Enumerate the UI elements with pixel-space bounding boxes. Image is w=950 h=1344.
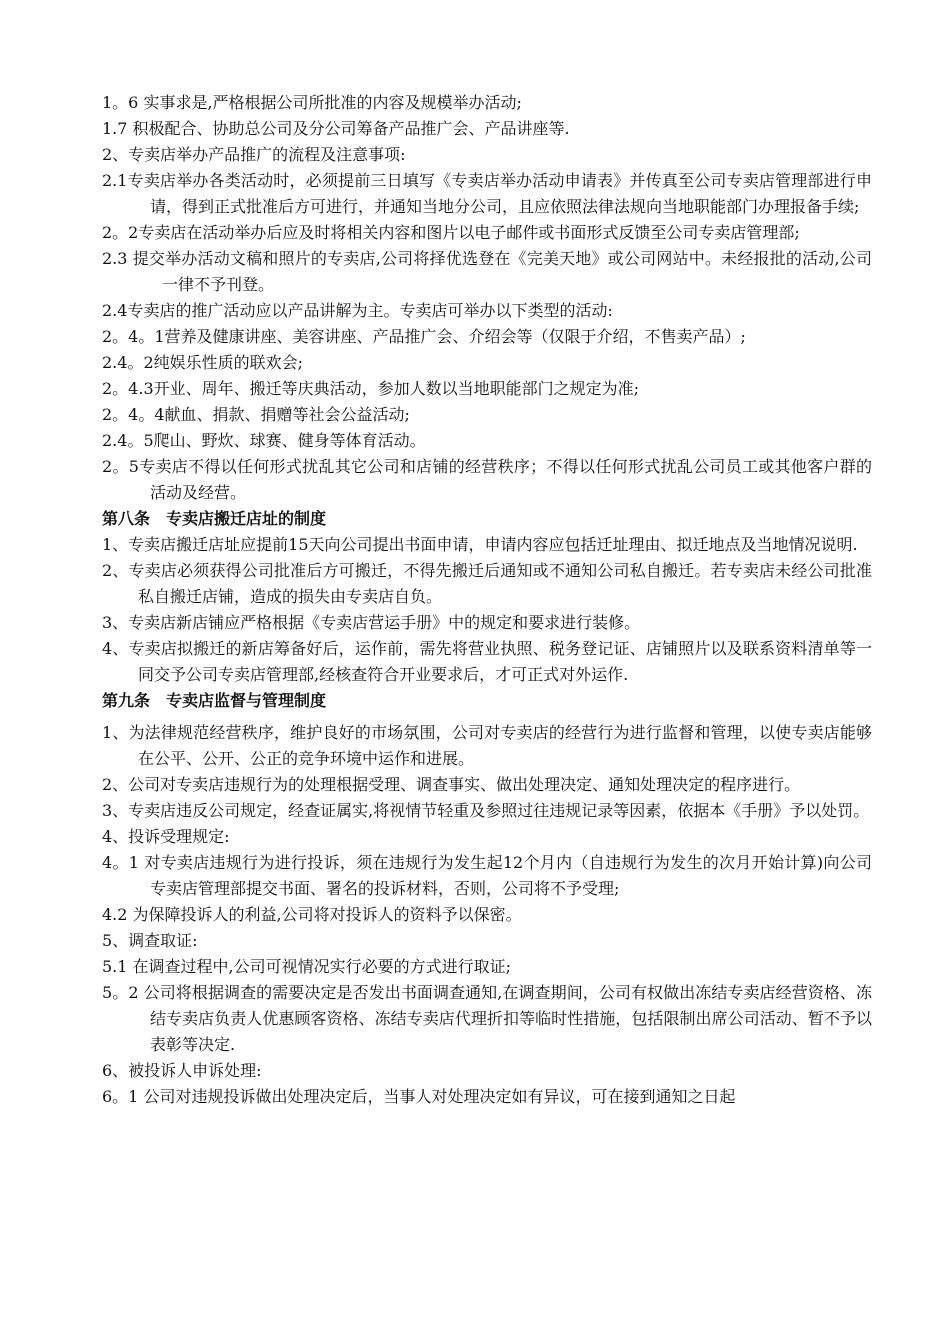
paragraph: 3、专卖店违反公司规定，经查证属实,将视情节轻重及参照过往违规记录等因素，依据本《手册》予以处罚。 [102,801,870,820]
paragraph: 2.3 提交举办活动文稿和照片的专卖店,公司将择优选登在《完美天地》或公司网站中。未经报批的活动,公司一律不予刊登。 [102,249,872,294]
paragraph: 1、专卖店搬迁店址应提前15天向公司提出书面申请，申请内容应包括迁址理由、拟迁地点及当地情况说明. [102,535,858,554]
paragraph: 2。5专卖店不得以任何形式扰乱其它公司和店铺的经营秩序；不得以任何形式扰乱公司员工或其他客户群的活动及经营。 [102,457,872,502]
paragraph: 4。1 对专卖店违规行为进行投诉，须在违规行为发生起12个月内（自违规行为发生的次月开始计算)向公司专卖店管理部提交书面、署名的投诉材料，否则，公司将不予受理; [102,853,872,898]
paragraph: 2、公司对专卖店违规行为的处理根据受理、调查事实、做出处理决定、通知处理决定的程序进行。 [102,775,801,794]
paragraph: 1、为法律规范经营秩序，维护良好的市场氛围，公司对专卖店的经营行为进行监督和管理，以使专卖店能够在公平、公开、公正的竞争环境中运作和进展。 [102,723,872,768]
paragraph: 3、专卖店新店铺应严格根据《专卖店营运手册》中的规定和要求进行装修。 [102,613,641,632]
paragraph: 5。2 公司将根据调查的需要决定是否发出书面调查通知,在调查期间，公司有权做出冻结专卖店经营资格、冻结专卖店负责人优惠顾客资格、冻结专卖店代理折扣等临时性措施，包括限制出席公司活动、暂不予以表彰等决定. [102,983,872,1054]
paragraph: 2。4。1营养及健康讲座、美容讲座、产品推广会、介绍会等（仅限于介绍，不售卖产品）; [102,327,746,346]
paragraph: 2.4。2纯娱乐性质的联欢会; [102,353,304,372]
paragraph: 2、专卖店举办产品推广的流程及注意事项: [102,145,406,164]
paragraph: 5、调查取证: [102,931,198,950]
paragraph: 2.4专卖店的推广活动应以产品讲解为主。专卖店可举办以下类型的活动: [102,301,613,320]
section-heading: 第九条 专卖店监督与管理制度 [102,691,327,710]
paragraph: 1。6 实事求是,严格根据公司所批准的内容及规模举办活动; [102,93,522,112]
paragraph: 4、专卖店拟搬迁的新店筹备好后，运作前，需先将营业执照、税务登记证、店铺照片以及联系资料清单等一同交予公司专卖店管理部,经核查符合开业要求后，才可正式对外运作. [102,639,872,684]
paragraph: 2.4。5爬山、野炊、球赛、健身等体育活动。 [102,431,426,450]
paragraph: 4、投诉受理规定: [102,827,230,846]
paragraph: 2。4。4献血、捐款、捐赠等社会公益活动; [102,405,410,424]
paragraph: 6。1 公司对违规投诉做出处理决定后，当事人对处理决定如有异议，可在接到通知之日起 [102,1087,736,1106]
paragraph: 6、被投诉人申诉处理: [102,1061,262,1080]
paragraph: 4.2 为保障投诉人的利益,公司将对投诉人的资料予以保密。 [102,905,522,924]
section-heading: 第八条 专卖店搬迁店址的制度 [102,509,327,528]
paragraph: 2.1专卖店举办各类活动时，必须提前三日填写《专卖店举办活动申请表》并传真至公司专卖店管理部进行申请，得到正式批准后方可进行，并通知当地分公司，且应依照法律法规向当地职能部门办理报备手续; [102,171,872,216]
document-body [102,90,872,1110]
paragraph: 2。4.3开业、周年、搬迁等庆典活动，参加人数以当地职能部门之规定为准; [102,379,640,398]
paragraph: 1.7 积极配合、协助总公司及分公司筹备产品推广会、产品讲座等. [102,119,570,138]
paragraph: 2、专卖店必须获得公司批准后方可搬迁，不得先搬迁后通知或不通知公司私自搬迁。若专卖店未经公司批准私自搬迁店铺，造成的损失由专卖店自负。 [102,561,872,606]
paragraph: 5.1 在调查过程中,公司可视情况实行必要的方式进行取证; [102,957,512,976]
paragraph: 2。2专卖店在活动举办后应及时将相关内容和图片以电子邮件或书面形式反馈至公司专卖店管理部; [102,223,800,242]
